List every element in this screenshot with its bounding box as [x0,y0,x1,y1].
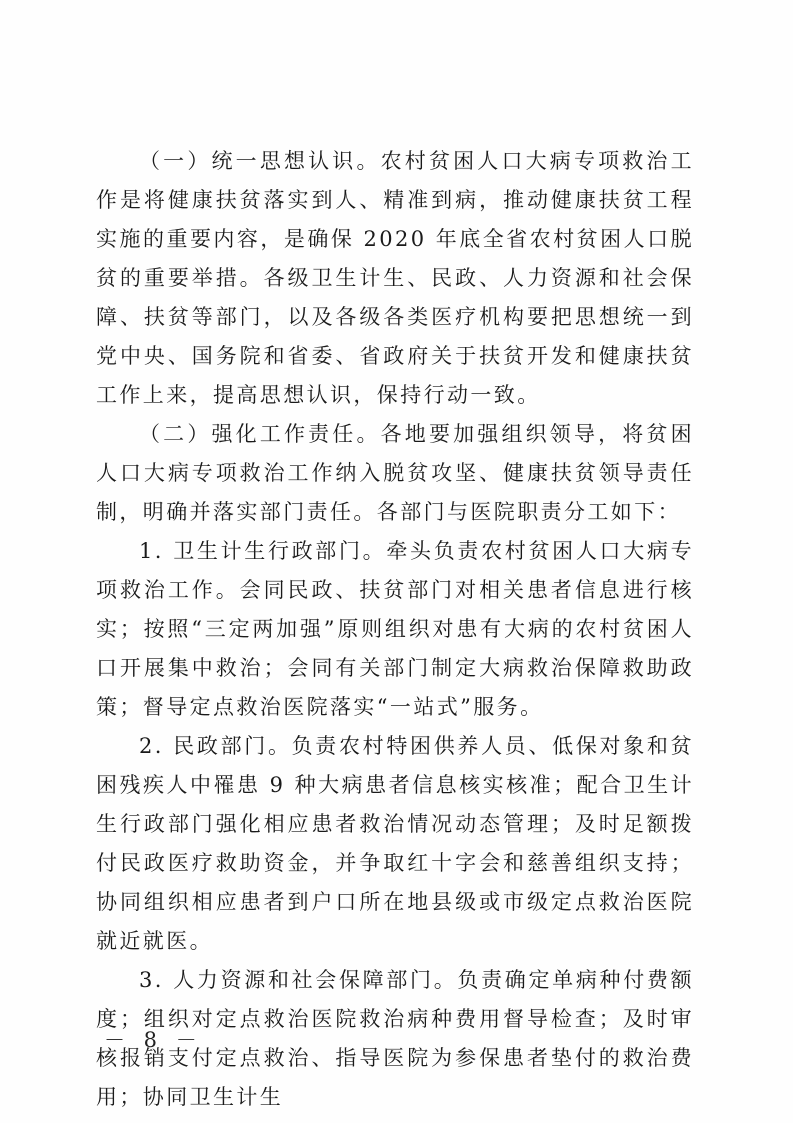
body-text [96,142,694,1117]
paragraph-unify-thinking: （一）统一思想认识。农村贫困人口大病专项救治工作是将健康扶贫落实到人、精准到病，推动健康扶贫工程实施的重要内容，是确保 2020 年底全省农村贫困人口脱贫的重要举措。各级卫生计生、民政、人力资源和社会保障、扶贫等部门，以及各级各类医疗机构要把思想统一到党中央、国务院和省委、省政府关于扶贫开发和健康扶贫工作上来，提高思想认识，保持行动一致。 [96,149,694,407]
paragraph-human-resources-department: 3. 人力资源和社会保障部门。负责确定单病种付费额度；组织对定点救治医院救治病种费用督导检查；及时审核报销支付定点救治、指导医院为参保患者垫付的救治费用；协同卫生计生 [96,968,694,1109]
paragraph-strengthen-responsibility: （二）强化工作责任。各地要加强组织领导，将贫困人口大病专项救治工作纳入脱贫攻坚、健康扶贫领导责任制，明确并落实部门责任。各部门与医院职责分工如下： [96,422,694,524]
paragraph-health-department: 1. 卫生计生行政部门。牵头负责农村贫困人口大病专项救治工作。会同民政、扶贫部门对相关患者信息进行核实；按照“三定两加强”原则组织对患有大病的农村贫困人口开展集中救治；会同有关部门制定大病救治保障救助政策；督导定点救治医院落实“一站式”服务。 [96,539,694,719]
paragraph-civil-affairs-department: 2. 民政部门。负责农村特困供养人员、低保对象和贫困残疾人中罹患 9 种大病患者信息核实核准；配合卫生计生行政部门强化相应患者救治情况动态管理；及时足额拨付民政医疗救助资金，并争取红十字会和慈善组织支持；协同组织相应患者到户口所在地县级或市级定点救治医院就近就医。 [96,734,694,953]
page-number: － 8 － [104,1028,203,1052]
